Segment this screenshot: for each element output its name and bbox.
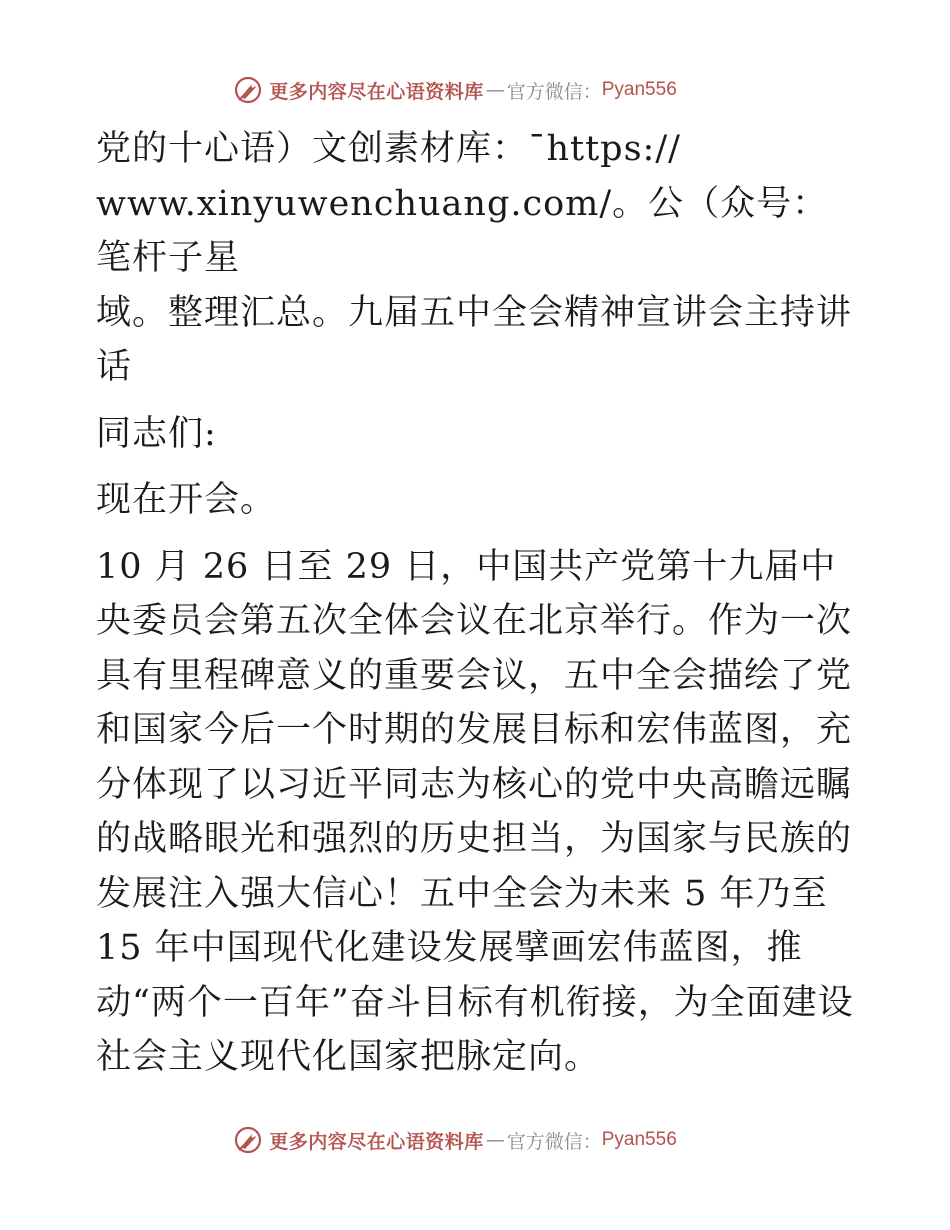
banner-dash: — xyxy=(485,79,505,101)
banner-wechat-id: Pyan556 xyxy=(601,79,677,100)
document-body xyxy=(96,122,856,1085)
pen-nib-logo-icon xyxy=(233,1125,263,1155)
header-banner xyxy=(0,70,950,110)
banner-dash: — xyxy=(485,1129,505,1151)
banner-wechat-id: Pyan556 xyxy=(601,1129,677,1150)
salutation: 同志们: xyxy=(96,413,217,454)
intro-line: 域。整理汇总。九届五中全会精神宣讲会主持讲话 xyxy=(96,292,853,387)
main-paragraph: 10 月 26 日至 29 日，中国共产党第十九届中央委员会第五次全体会议在北京举行。作为一次具有里程碑意义的重要会议，五中全会描绘了党和国家今后一个时期的发展目标和宏伟蓝图，充分体现了以习近平同志为核心的党中央高瞻远瞩的战略眼光和强烈的历史担当，为国家与民族的发展注入强大信心！五中全会为未来 5 年乃至 15 年中国现代化建设发展擘画宏伟蓝图，推动“两个一百年”奋斗目标有机衔接，为全面建设社会主义现代化国家把脉定向。 xyxy=(96,546,854,1077)
banner-title: 更多内容尽在心语资料库 xyxy=(269,1130,484,1153)
banner-wechat-label: 官方微信： xyxy=(506,1130,602,1153)
intro-line: 党的十心语）文创素材库：¯https:// xyxy=(96,129,681,169)
pen-nib-logo-icon xyxy=(233,75,263,105)
footer-banner xyxy=(0,1120,950,1160)
intro-line: www.xinyuwenchuang.com/。公（众号：笔杆子星 xyxy=(96,183,829,278)
banner-title: 更多内容尽在心语资料库 xyxy=(269,80,484,103)
opening-line: 现在开会。 xyxy=(96,480,277,520)
banner-wechat-label: 官方微信： xyxy=(506,80,602,103)
